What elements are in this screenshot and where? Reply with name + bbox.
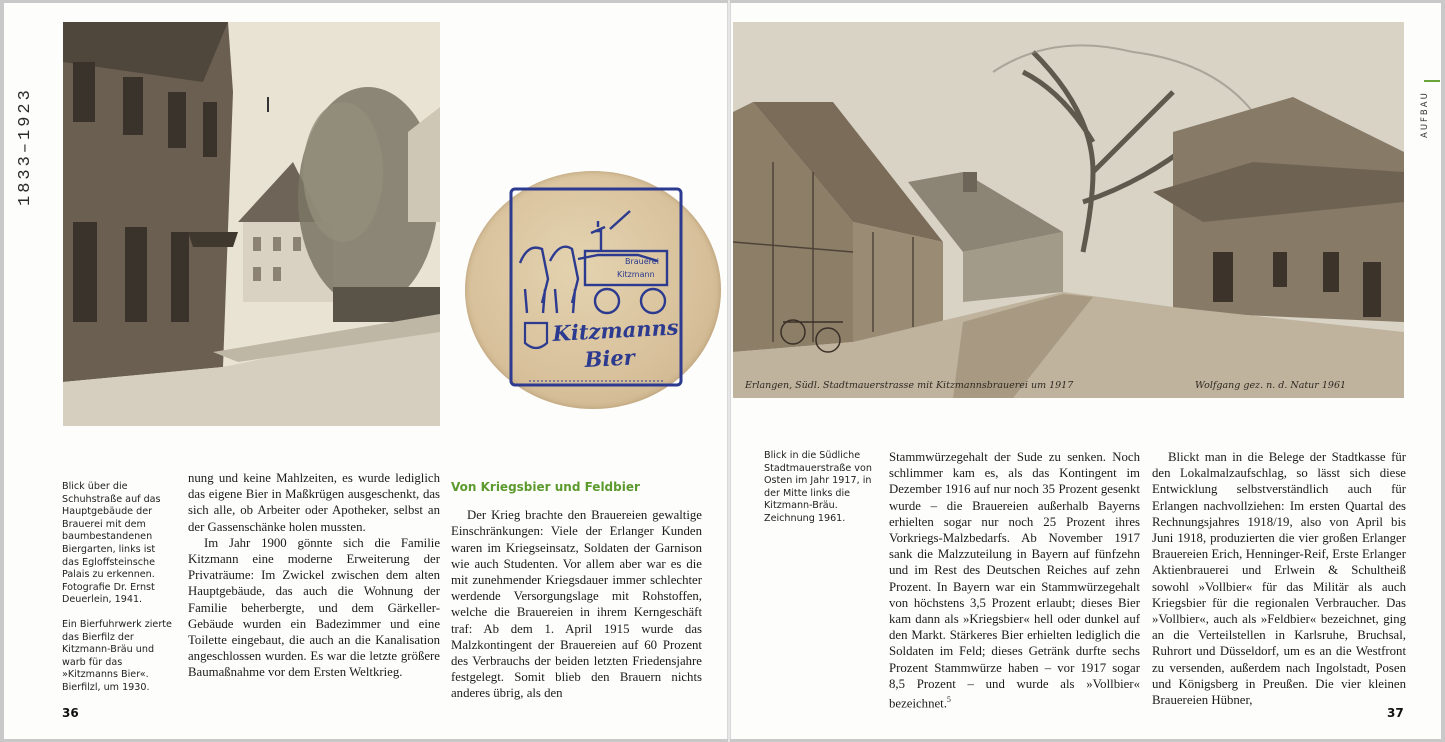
street-photo-illustration [63, 22, 440, 426]
coaster-brand-line2: Bier [583, 344, 636, 372]
caption-street-photo: Blick über die Schuhstraße auf das Hauptgebäude der Brauerei mit dem baumbestandenen Biergarten, links ist das Egloffsteinsche Palais zu erkennen. Fotografie Dr. Ernst Deuerlein, 1941. [62, 481, 161, 606]
caption-coaster: Ein Bierfuhrwerk zierte das Bierfilz der Kitzmann-Bräu und warb für das »Kitzmanns Bier«. Bierfilzl, um 1930. [62, 618, 172, 693]
body-column-3 [889, 449, 1140, 712]
paragraph [889, 449, 1140, 712]
footnote-reference: 5 [946, 695, 951, 705]
paragraph: Blickt man in die Belege der Stadtkasse für den Lokalmalzaufschlag, so lässt sich diese Entwicklung selbstverständlich auch für Erlangen nachvollziehen: Im ersten Quartal des Rechnungsjahres 1918/19, also von April bis Juni 1918, produzierten die vier großen Erlanger Brauereien Erich, Henninger-Reif, Erste Erlanger Aktienbrauerei und Erlwein & Schultheiß sowohl »Vollbier« für das Militär als auch Kriegsbier für die regionalen Verbraucher. Das »Vollbier«, auch als »Feldbier« bezeichnet, ging an die Verteilstellen in Karlsruhe, Bruchsal, Ruhrort und Düsseldorf, um es an die Westfront zu versenden, außerdem nach Ingolstadt, Posen und Königsberg in Preußen. Die vier kleinen Brauereien Hübner, [1152, 450, 1406, 708]
page-number-right: 37 [1387, 706, 1404, 720]
paragraph-text: Stammwürzegehalt der Sude zu senken. Noch schlimmer kam es, als das Kontingent im Dezember 1916 auf nur noch 35 Prozent gesenkt wurde – die Brauereien außerhalb Bayerns erhielten sogar nur noch 25 Prozent ihres Vorkriegs-Malzbedarfs. Ab November 1917 sank die Malzzuteilung in Bayern auf fünfzehn und im Rest des Deutschen Reiches auf zehn Prozent. In Bayern war ein Stammwürzegehalt von höchstens 3,5 Prozent erlaubt; dieses Bier kam dann als »Kriegsbier« hell oder dunkel auf den Markt. Stärkeres Bier erhielten lediglich die Soldaten im Feld; dieses Getränk durfte sechs Prozent Stammwürze haben – vor 1917 sogar 8,5 Prozent – und wurde als »Vollbier« bezeichnet. [889, 450, 1140, 711]
beer-coaster-image [465, 171, 721, 409]
running-title: 1833–1923 [16, 87, 35, 206]
right-page [730, 3, 1441, 739]
street-photo [63, 22, 440, 426]
paragraph: nung und keine Mahlzeiten, es wurde lediglich das eigene Bier in Maßkrügen ausgeschenkt, das sich alle, ob Arbeiter oder Apotheker, selbst an der Gassenschänke holen mussten. [188, 471, 440, 534]
paragraph: Im Jahr 1900 gönnte sich die Familie Kitzmann eine moderne Erweiterung der Privaträume: Im Zwickel zwischen dem alten Hauptgebäude, das auch die Wohnung der Familie beherbergte, und dem Gärkeller-Gebäude wurden ein Badezimmer und eine Toilette eingebaut, die auch an die Kanalisation angeschlossen wurden. Es war die letzte größere Baumaßnahme vor dem Ersten Weltkrieg. [188, 535, 440, 680]
drawing-caption: Blick in die Südliche Stadtmauerstraße von Osten im Jahr 1917, in der Mitte links die Kitzmann-Bräu. Zeichnung 1961. [764, 450, 872, 524]
section-heading: Von Kriegsbier und Feldbier [451, 480, 640, 494]
drawing-inscription-right: Wolfgang gez. n. d. Natur 1961 [1195, 380, 1347, 391]
photo-captions [62, 481, 174, 707]
drawing-illustration [733, 22, 1404, 398]
coaster-brand-line1: Kitzmanns [551, 314, 680, 346]
coaster-wagon-label-2: Kitzmann [617, 270, 655, 279]
coaster-wagon-label-1: Brauerei [625, 257, 659, 266]
coaster-artwork [465, 171, 721, 409]
body-column-2 [451, 479, 702, 702]
section-tab-label: AUFBAU [1420, 91, 1430, 138]
paragraph: Der Krieg brachte den Brauereien gewaltige Einschränkungen: Viele der Erlanger Kunden waren im Kriegseinsatz, Soldaten der Garnison wie auch Studenten. Vor allem aber war es die mit zunehmender Kriegsdauer immer schlechter werdende Versorgungslage mit Rohstoffen, welche die Brauereien in ihrem Kerngeschäft traf: Ab dem 1. April 1915 wurde das Malzkontingent der Brauereien auf 60 Prozent des Verbrauchs der beiden letzten Friedensjahre festgelegt. Somit blieb den Brauern nichts anderes übrig, als den [451, 508, 702, 701]
street-drawing-image [733, 22, 1404, 398]
drawing-inscription-left: Erlangen, Südl. Stadtmauerstrasse mit Kitzmannsbrauerei um 1917 [745, 380, 1074, 391]
body-column-4 [1152, 449, 1406, 708]
body-column-1 [188, 470, 440, 681]
page-number-left: 36 [62, 706, 79, 720]
left-page [4, 3, 728, 739]
